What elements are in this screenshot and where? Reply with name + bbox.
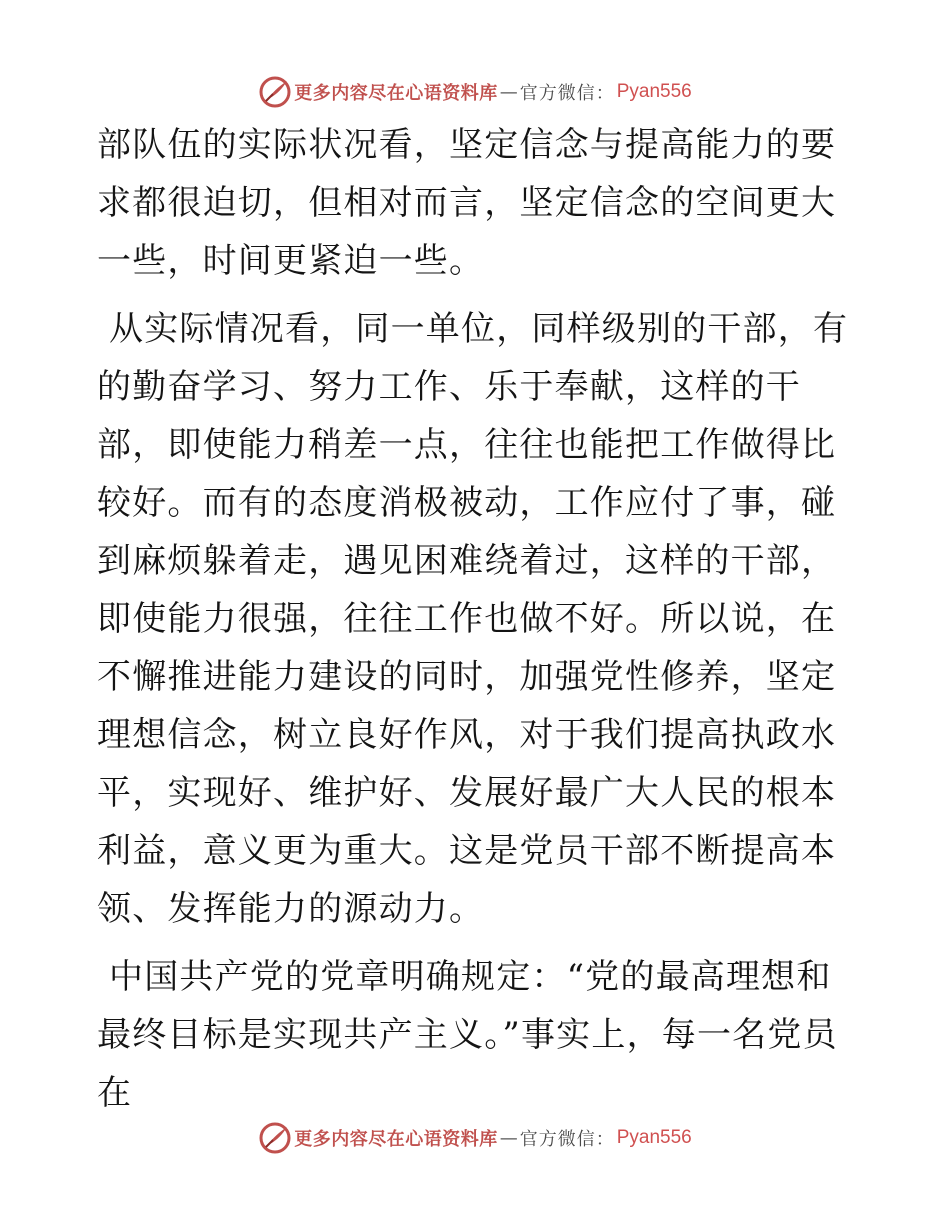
paragraph-3: 中国共产党的党章明确规定：“党的最高理想和最终目标是实现共产主义。”事实上，每一名党员在 [97,957,838,1113]
header-banner [0,72,950,112]
footer-banner [0,1118,950,1158]
footer-site-text: 更多内容尽在心语资料库 [294,1129,498,1150]
document-body [97,116,857,1122]
header-wechat-id: Pyan556 [616,81,692,102]
paragraph-2: 从实际情况看，同一单位，同样级别的干部，有的勤奋学习、努力工作、乐于奉献，这样的干部，即使能力稍差一点，往往也能把工作做得比较好。而有的态度消极被动，工作应付了事，碰到麻烦躲着走，遇见困难绕着过，这样的干部，即使能力很强，往往工作也做不好。所以说，在不懈推进能力建设的同时，加强党性修养，坚定理想信念，树立良好作风，对于我们提高执政水平，实现好、维护好、发展好最广大人民的根本利益，意义更为重大。这是党员干部不断提高本领、发挥能力的源动力。 [97,309,849,929]
header-site-text: 更多内容尽在心语资料库 [294,83,498,104]
feather-logo-icon [258,1121,292,1155]
header-wechat-label: 官方微信： [519,83,615,104]
footer-separator: — [499,1127,518,1149]
feather-logo-icon [258,75,292,109]
header-separator: — [499,81,518,103]
paragraph-1: 部队伍的实际状况看，坚定信念与提高能力的要求都很迫切，但相对而言，坚定信念的空间更大一些，时间更紧迫一些。 [97,125,837,281]
footer-wechat-id: Pyan556 [616,1127,692,1148]
footer-wechat-label: 官方微信： [519,1129,615,1150]
